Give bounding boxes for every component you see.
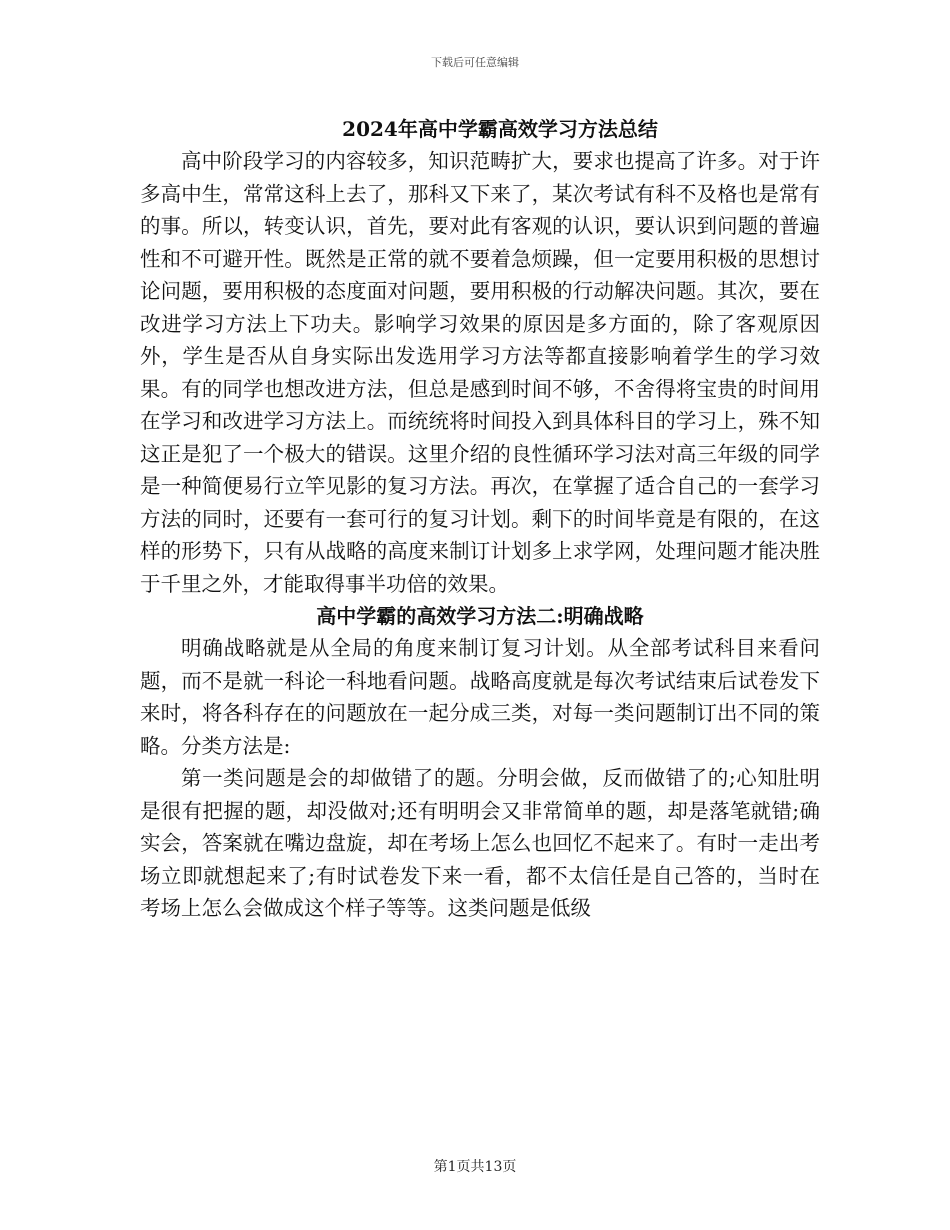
section-title: 高中学霸的高效学习方法二:明确战略 (316, 604, 644, 628)
paragraph-problem-type-one: 第一类问题是会的却做错了的题。分明会做，反而做错了的;心知肚明是很有把握的题，却没做对;还有明明会又非常简单的题，却是落笔就错;确实会，答案就在嘴边盘旋，却在考场上怎么也回忆不起来了。有时一走出考场立即就想起来了;有时试卷发下来一看，都不太信任是自己答的，当时在考场上怎么会做成这个样子等等。这类问题是低级 (140, 766, 820, 920)
document-title: 2024年高中学霸高效学习方法总结 (342, 117, 658, 141)
page-number: 第1页共13页 (433, 1159, 517, 1175)
document-body (140, 113, 820, 925)
paragraph-strategy: 明确战略就是从全局的角度来制订复习计划。从全部考试科目来看问题，而不是就一科论一科地看问题。战略高度就是每次考试结束后试卷发下来时，将各科存在的问题放在一起分成三类，对每一类问题制订出不同的策略。分类方法是: (140, 636, 820, 758)
paragraph-intro: 高中阶段学习的内容较多，知识范畴扩大，要求也提高了许多。对于许多高中生，常常这科上去了，那科又下来了，某次考试有科不及格也是常有的事。所以，转变认识，首先，要对此有客观的认识，要认识到问题的普遍性和不可避开性。既然是正常的就不要着急烦躁，但一定要用积极的思想讨论问题，要用积极的态度面对问题，要用积极的行动解决问题。其次，要在改进学习方法上下功夫。影响学习效果的原因是多方面的，除了客观原因外，学生是否从自身实际出发选用学习方法等都直接影响着学生的学习效果。有的同学也想改进方法，但总是感到时间不够，不舍得将宝贵的时间用在学习和改进学习方法上。而统统将时间投入到具体科目的学习上，殊不知这正是犯了一个极大的错误。这里介绍的良性循环学习法对高三年级的同学是一种简便易行立竿见影的复习方法。再次，在掌握了适合自己的一套学习方法的同时，还要有一套可行的复习计划。剩下的时间毕竟是有限的，在这样的形势下，只有从战略的高度来制订计划多上求学网，处理问题才能决胜于千里之外，才能取得事半功倍的效果。 (140, 149, 820, 596)
header-note: 下载后可任意编辑 (431, 56, 519, 69)
